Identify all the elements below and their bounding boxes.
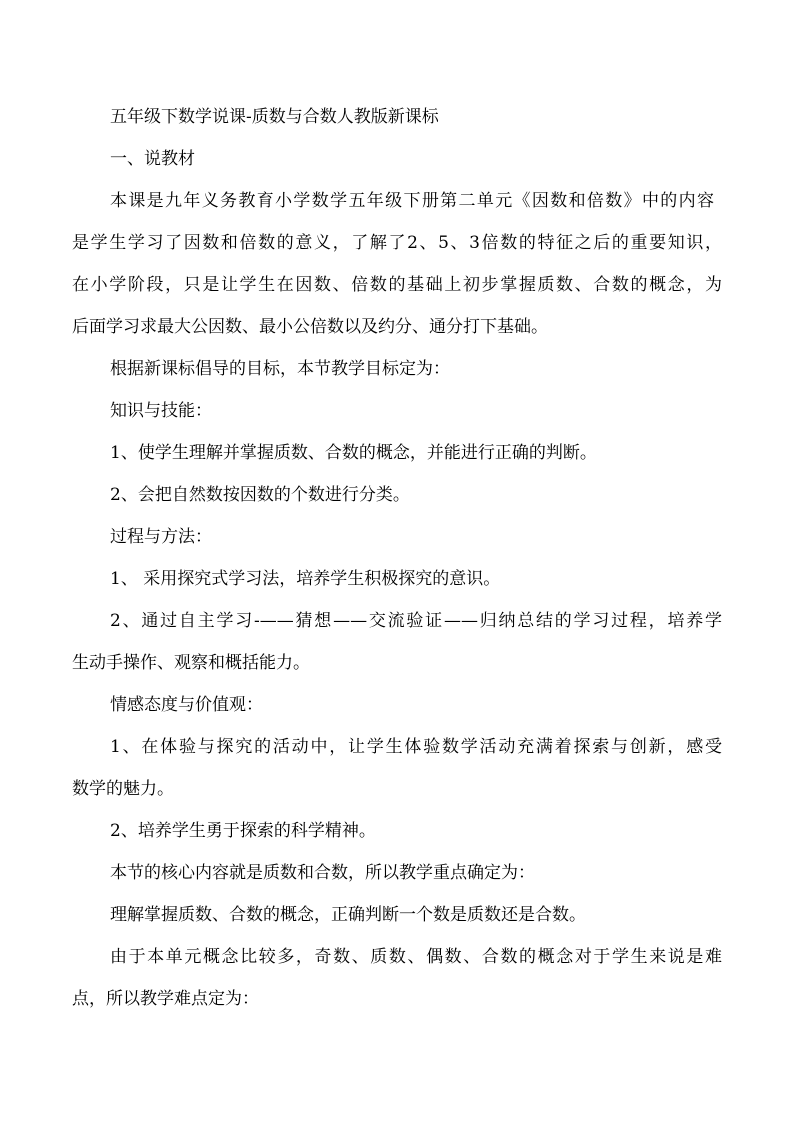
emotion-heading: 情感态度与价值观： [110,695,263,715]
difficulty-line-1: 由于本单元概念比较多，奇数、质数、偶数、合数的概念对于学生来说是难 [110,947,722,967]
emotion-item-1-line-1: 1、在体验与探究的活动中，让学生体验数学活动充满着探索与创新，感受 [110,737,722,757]
section-heading: 一、说教材 [110,149,195,169]
intro-line-2: 是学生学习了因数和倍数的意义，了解了2、5、3倍数的特征之后的重要知识， [72,233,722,253]
knowledge-item-1: 1、使学生理解并掌握质数、合数的概念，并能进行正确的判断。 [110,443,597,463]
intro-line-4: 后面学习求最大公因数、最小公倍数以及约分、通分打下基础。 [72,317,548,337]
process-item-2-line-1: 2、通过自主学习-——猜想——交流验证——归纳总结的学习过程，培养学 [110,611,722,631]
key-point: 理解掌握质数、合数的概念，正确判断一个数是质数还是合数。 [110,905,586,925]
difficulty-line-2: 点，所以教学难点定为： [72,989,259,1009]
document-title: 五年级下数学说课-质数与合数人教版新课标 [110,107,439,127]
key-point-intro: 本节的核心内容就是质数和合数，所以教学重点确定为： [110,863,535,883]
knowledge-heading: 知识与技能： [110,401,212,421]
process-item-1: 1、 采用探究式学习法，培养学生积极探究的意识。 [110,569,501,589]
intro-line-1: 本课是九年义务教育小学数学五年级下册第二单元《因数和倍数》中的内容 [110,191,714,211]
goal-intro: 根据新课标倡导的目标，本节教学目标定为： [110,359,450,379]
emotion-item-1-line-2: 数学的魅力。 [72,779,174,799]
process-item-2-line-2: 生动手操作、观察和概括能力。 [72,653,310,673]
intro-line-3: 在小学阶段，只是让学生在因数、倍数的基础上初步掌握质数、合数的概念，为 [72,275,722,295]
emotion-item-2: 2、培养学生勇于探索的科学精神。 [110,821,376,841]
process-heading: 过程与方法： [110,527,212,547]
knowledge-item-2: 2、会把自然数按因数的个数进行分类。 [110,485,410,505]
